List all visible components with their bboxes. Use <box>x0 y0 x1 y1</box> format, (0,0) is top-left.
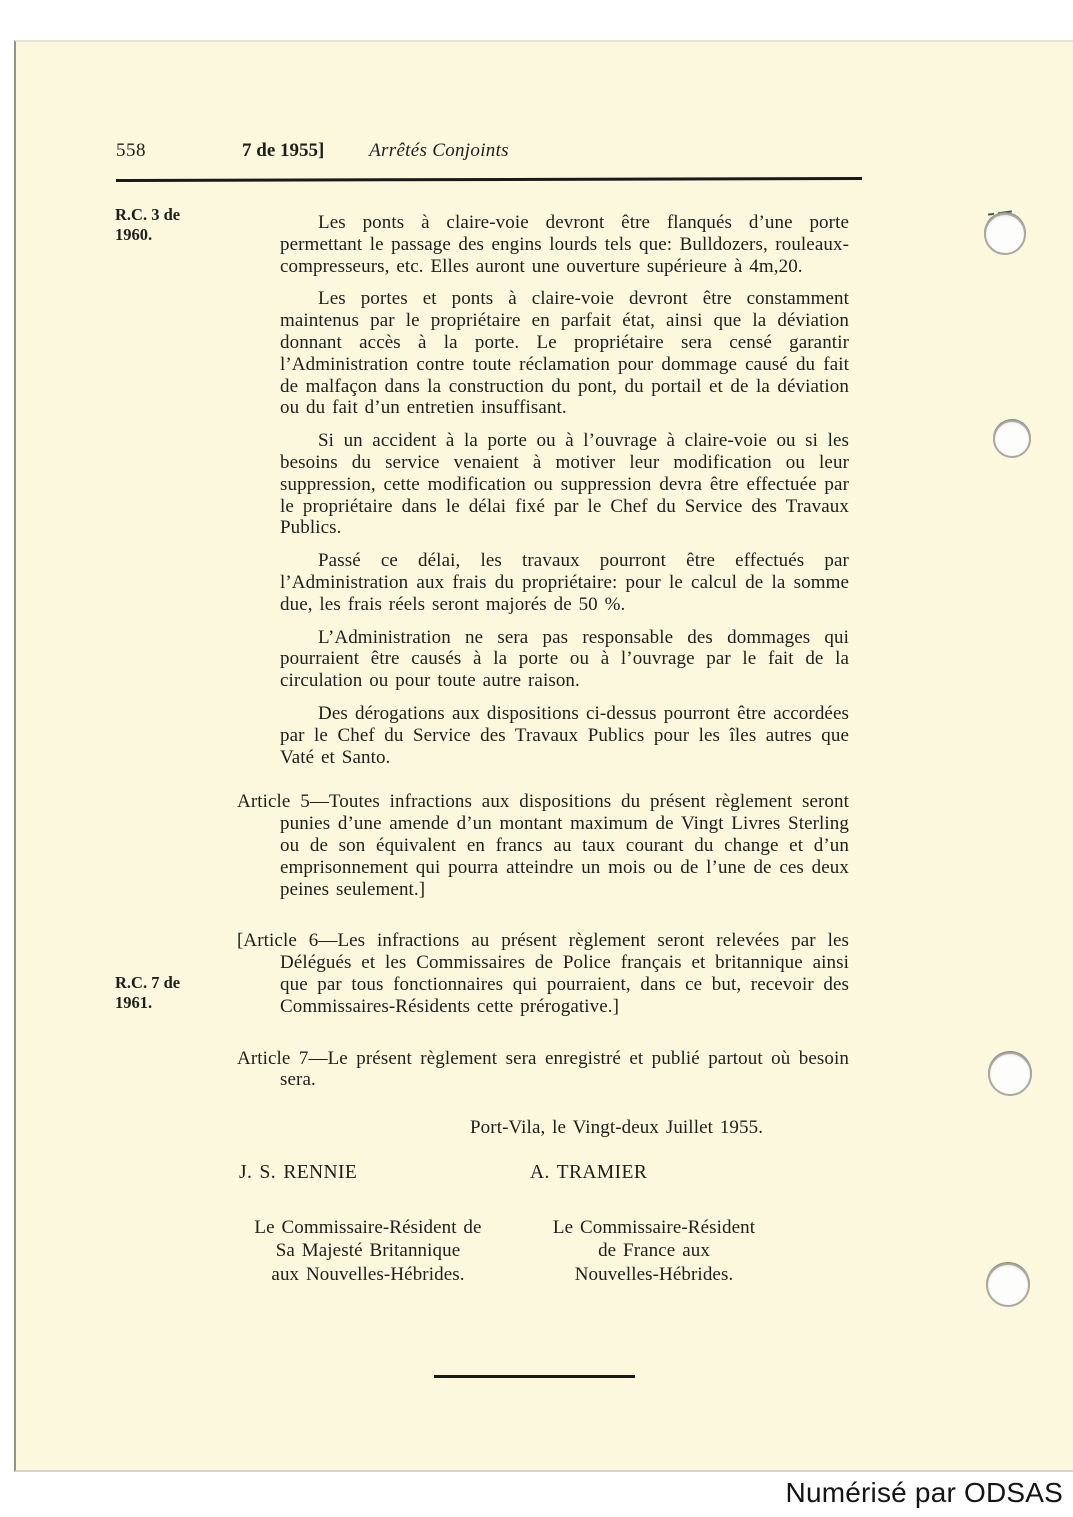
signature-titles <box>237 1216 849 1287</box>
sidenote-line: R.C. 7 de <box>115 973 181 992</box>
sidenote-line: 1961. <box>115 992 153 1012</box>
page-number: 558 <box>116 140 146 161</box>
hole-punch <box>986 1263 1030 1307</box>
article-5 <box>237 791 849 900</box>
signature-title-line: aux Nouvelles-Hébrides. <box>271 1264 465 1286</box>
signature-title-line: Nouvelles-Hébrides. <box>574 1264 734 1286</box>
article-text: —Toutes infractions aux dispositions du présent règlement seront punies d’une amende d’un montant maximum de Vingt Livres Sterling ou de son équivalent en francs au taux courant du change et d’un emprisonnement qui pourra atteindre un mois ou de l’une de ces deux peines seulement.] <box>280 791 850 900</box>
signature-title-british <box>239 1216 497 1287</box>
body-paragraph: Les portes et ponts à claire-voie devront être constamment maintenus par le propriétaire en parfait état, ainsi que la déviation donnant accès à la porte. Le propriétaire sera censé garantir l’Administration contre toute réclamation pour dommage causé du fait de malfaçon dans la construction du pont, du portail et de la déviation ou du fait d’un entretien insuffisant. <box>280 288 849 419</box>
hole-punch <box>988 1052 1032 1096</box>
article-6 <box>237 930 849 1017</box>
signature-title-french <box>539 1216 769 1287</box>
signature-title-line: de France aux <box>598 1240 710 1262</box>
running-title: Arrêtés Conjoints <box>369 140 509 161</box>
body-paragraph: L’Administration ne sera pas responsable des dommages qui pourraient être causés à la porte ou à l’ouvrage par le fait de la circulation ou pour toute autre raison. <box>280 626 849 692</box>
dateline: Port-Vila, le Vingt-deux Juillet 1955. <box>470 1117 764 1139</box>
signatory-british: J. S. RENNIE <box>239 1161 358 1183</box>
body-paragraph: Si un accident à la porte ou à l’ouvrage à claire-voie ou si les besoins du service venaient à motiver leur modification ou leur suppression, cette modification ou suppression devra être effectuée par le propriétaire dans le délai fixé par le Chef du Service des Travaux Publics. <box>280 430 849 539</box>
article-7 <box>237 1048 849 1092</box>
sidenote-line: 1960. <box>115 224 153 244</box>
signature-title-line: Le Commissaire-Résident <box>552 1216 756 1238</box>
signature-title-line: Le Commissaire-Résident de <box>254 1216 482 1238</box>
article-label: [Article 6 <box>237 930 319 952</box>
hole-punch <box>984 213 1026 255</box>
sidenote-line: R.C. 3 de <box>115 205 181 224</box>
section-divider <box>434 1375 635 1378</box>
odsas-watermark: Numérisé par ODSAS <box>785 1477 1063 1508</box>
document-reference: 7 de 1955] <box>242 140 325 161</box>
document-body <box>237 212 849 1287</box>
signatory-french: A. TRAMIER <box>530 1161 648 1183</box>
body-paragraph: Passé ce délai, les travaux pourront être effectués par l’Administration aux frais du propriétaire: pour le calcul de la somme due, les frais réels seront majorés de 50 %. <box>280 550 849 615</box>
body-paragraph: Les ponts à claire-voie devront être flanqués d’une porte permettant le passage des engins lourds tels que: Bulldozers, rouleaux-compresseurs, etc. Elles auront une ouverture supérieure à 4m,20. <box>280 212 849 277</box>
sidenote-rc-7-1961 <box>115 973 180 1012</box>
signature-names <box>237 1162 849 1187</box>
body-paragraph: Des dérogations aux dispositions ci-dessus pourront être accordées par le Chef du Service des Travaux Publics pour les îles autres que Vaté et Santo. <box>280 702 849 768</box>
article-label: Article 7 <box>237 1047 309 1069</box>
article-label: Article 5 <box>237 791 310 813</box>
hole-punch <box>993 420 1031 458</box>
header-rule <box>116 177 862 182</box>
signature-title-line: Sa Majesté Britannique <box>275 1240 461 1262</box>
sidenote-rc-3-1960 <box>115 205 180 244</box>
page-header <box>16 140 862 166</box>
scanned-page <box>14 40 1073 1472</box>
article-text: —Le présent règlement sera enregistré et publié partout où besoin sera. <box>280 1047 849 1091</box>
article-text: —Les infractions au présent règlement seront relevées par les Délégués et les Commissaires de Police français et britannique ainsi que par tous fonctionnaires qui pourraient, dans ce but, recevoir des Commissaires-Résidents cette prérogative.] <box>280 930 850 1017</box>
